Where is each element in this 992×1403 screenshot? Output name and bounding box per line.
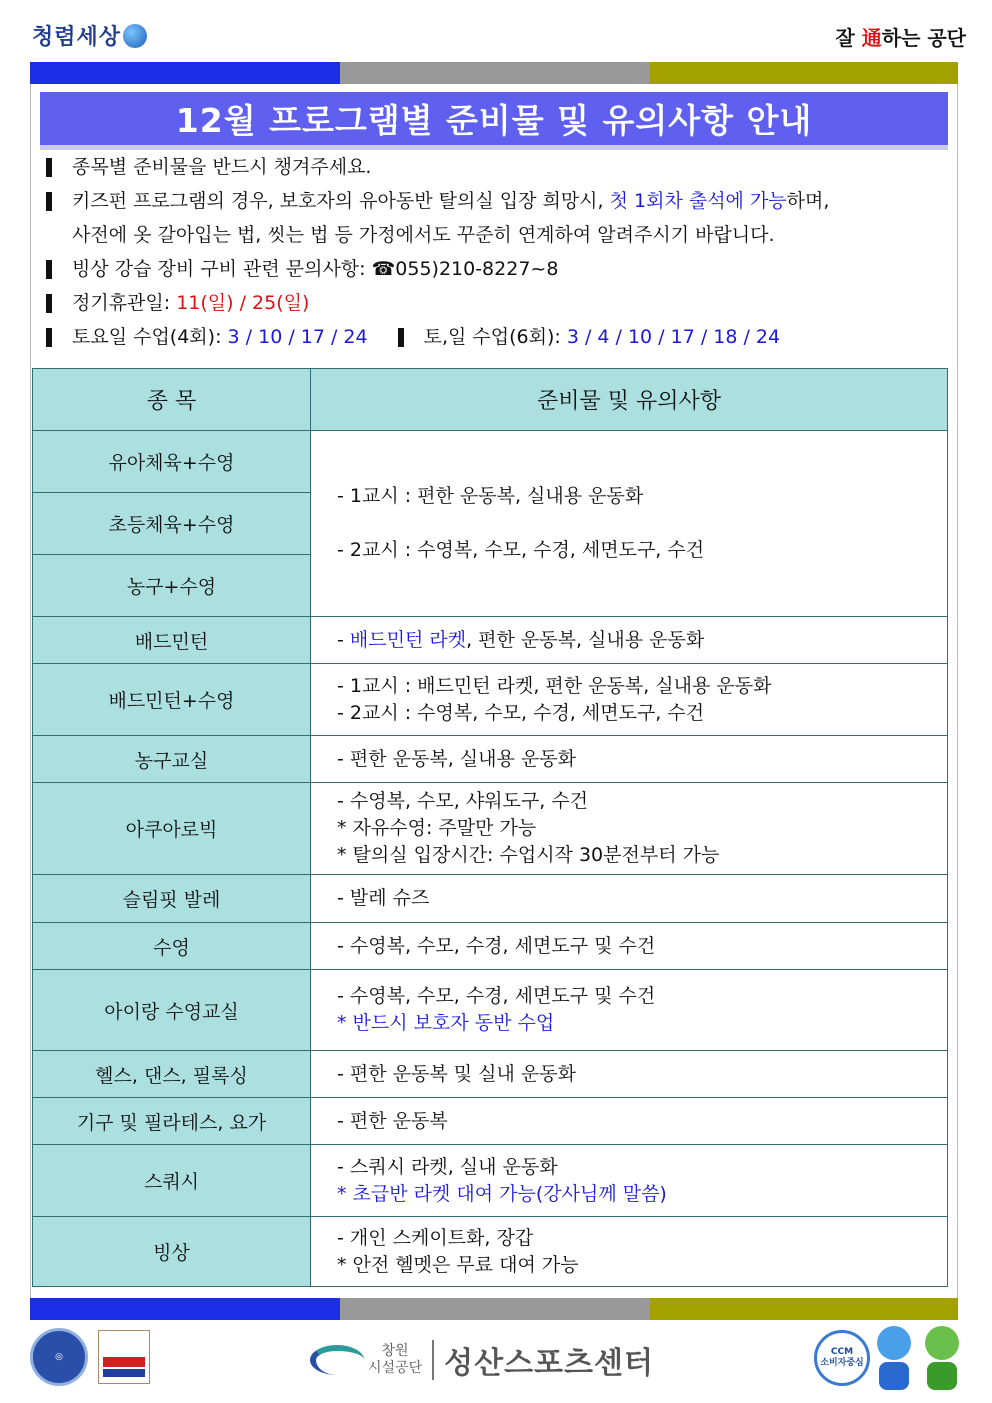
integrity-logo-text: 청렴세상 xyxy=(32,24,122,50)
table-row xyxy=(33,923,948,970)
bullet-marker xyxy=(46,294,52,313)
table-header-row xyxy=(33,369,948,431)
table-row xyxy=(33,970,948,1051)
program-table xyxy=(32,368,948,1287)
notice-list xyxy=(44,150,944,354)
table-row xyxy=(33,1145,948,1217)
sport-cell: 아이랑 수영교실 xyxy=(33,970,311,1051)
column-header-items: 준비물 및 유의사항 xyxy=(311,369,948,431)
table-row xyxy=(33,664,948,736)
table-row xyxy=(33,617,948,664)
sport-cell: 아쿠아로빅 xyxy=(33,783,311,875)
column-header-sport: 종 목 xyxy=(33,369,311,431)
items-cell: - 편한 운동복 및 실내 운동화 xyxy=(311,1051,948,1098)
bullet-marker xyxy=(398,328,404,347)
items-cell: - 수영복, 수모, 샤워도구, 수건 * 자유수영: 주말만 가능 * 탈의실 입장시간: 수업시작 30분전부터 가능 xyxy=(311,783,948,875)
table-row xyxy=(33,1098,948,1145)
sport-cell: 농구교실 xyxy=(33,736,311,783)
items-cell: - 1교시 : 편한 운동복, 실내용 운동화 - 2교시 : 수영복, 수모, 수경, 세면도구, 수건 xyxy=(311,431,948,617)
corp-name-line1: 창원 xyxy=(381,1343,409,1359)
sport-cell: 슬림핏 발레 xyxy=(33,875,311,923)
sport-cell: 초등체육+수영 xyxy=(33,493,311,555)
integrity-logo xyxy=(32,20,149,51)
page-footer xyxy=(0,1320,992,1403)
sport-cell: 농구+수영 xyxy=(33,555,311,617)
certification-badge-icon xyxy=(98,1330,150,1384)
table-row xyxy=(33,783,948,875)
notice-item: 빙상 강습 장비 구비 관련 문의사항: ☎055)210-8227~8 xyxy=(44,252,944,286)
items-cell: - 수영복, 수모, 수경, 세면도구 및 수건 xyxy=(311,923,948,970)
slogan-highlight: 通 xyxy=(861,26,882,50)
page-title: 12월 프로그램별 준비물 및 유의사항 안내 xyxy=(175,101,813,140)
notice-item-continued: 사전에 옷 갈아입는 법, 씻는 법 등 가정에서도 꾸준히 연계하여 알려주시기 바랍니다. xyxy=(72,224,775,246)
items-cell: - 편한 운동복, 실내용 운동화 xyxy=(311,736,948,783)
table-row xyxy=(33,736,948,783)
sport-cell: 배드민턴 xyxy=(33,617,311,664)
human-rights-badge-icon: ◎ xyxy=(30,1328,88,1386)
notice-item: 종목별 준비물을 반드시 챙겨주세요. xyxy=(44,150,944,184)
corporation-logo xyxy=(310,1338,654,1382)
table-row xyxy=(33,1051,948,1098)
slogan xyxy=(835,22,966,51)
title-banner xyxy=(40,92,948,150)
notice-item: 키즈펀 프로그램의 경우, 보호자의 유아동반 탈의실 입장 희망시, 첫 1회차 출석에 가능하며, xyxy=(44,184,944,218)
slogan-post: 하는 공단 xyxy=(881,26,966,50)
table-row xyxy=(33,431,948,493)
items-cell: - 발레 슈즈 xyxy=(311,875,948,923)
notice-item: 토요일 수업(4회): 3 / 10 / 17 / 24 토,일 수업(6회): 3 / 4 / 10 / 17 / 18 / 24 xyxy=(44,320,944,354)
items-cell: - 수영복, 수모, 수경, 세면도구 및 수건 * 반드시 보호자 동반 수업 xyxy=(311,970,948,1051)
mascot-blue-icon xyxy=(872,1326,916,1390)
table-row xyxy=(33,1217,948,1287)
corp-name-line2: 시설공단 xyxy=(368,1360,423,1376)
globe-icon xyxy=(123,24,147,48)
items-cell: - 개인 스케이트화, 장갑 * 안전 헬멧은 무료 대여 가능 xyxy=(311,1217,948,1287)
sport-cell: 스쿼시 xyxy=(33,1145,311,1217)
bottom-color-bar xyxy=(30,1298,958,1320)
top-color-bar xyxy=(30,62,958,84)
notice-item: 정기휴관일: 11(일) / 25(일) xyxy=(44,286,944,320)
center-name: 성산스포츠센터 xyxy=(444,1346,654,1381)
sport-cell: 헬스, 댄스, 필록싱 xyxy=(33,1051,311,1098)
page-header xyxy=(0,0,992,60)
items-cell: - 1교시 : 배드민턴 라켓, 편한 운동복, 실내용 운동화 - 2교시 : 수영복, 수모, 수경, 세면도구, 수건 xyxy=(311,664,948,736)
items-cell: - 스쿼시 라켓, 실내 운동화 * 초급반 라켓 대여 가능(강사님께 말씀) xyxy=(311,1145,948,1217)
sport-cell: 유아체육+수영 xyxy=(33,431,311,493)
items-cell: - 배드민턴 라켓, 편한 운동복, 실내용 운동화 xyxy=(311,617,948,664)
sport-cell: 기구 및 필라테스, 요가 xyxy=(33,1098,311,1145)
bullet-marker xyxy=(46,260,52,279)
bullet-marker xyxy=(46,192,52,211)
ccm-badge-icon: CCM 소비자중심 xyxy=(814,1330,870,1386)
slogan-pre: 잘 xyxy=(835,26,862,50)
mascot-green-icon xyxy=(920,1326,964,1390)
bullet-marker xyxy=(46,328,52,347)
sport-cell: 배드민턴+수영 xyxy=(33,664,311,736)
items-cell: - 편한 운동복 xyxy=(311,1098,948,1145)
corporation-swoosh-icon xyxy=(310,1345,364,1375)
bullet-marker xyxy=(46,158,52,177)
sport-cell: 빙상 xyxy=(33,1217,311,1287)
table-row xyxy=(33,875,948,923)
sport-cell: 수영 xyxy=(33,923,311,970)
